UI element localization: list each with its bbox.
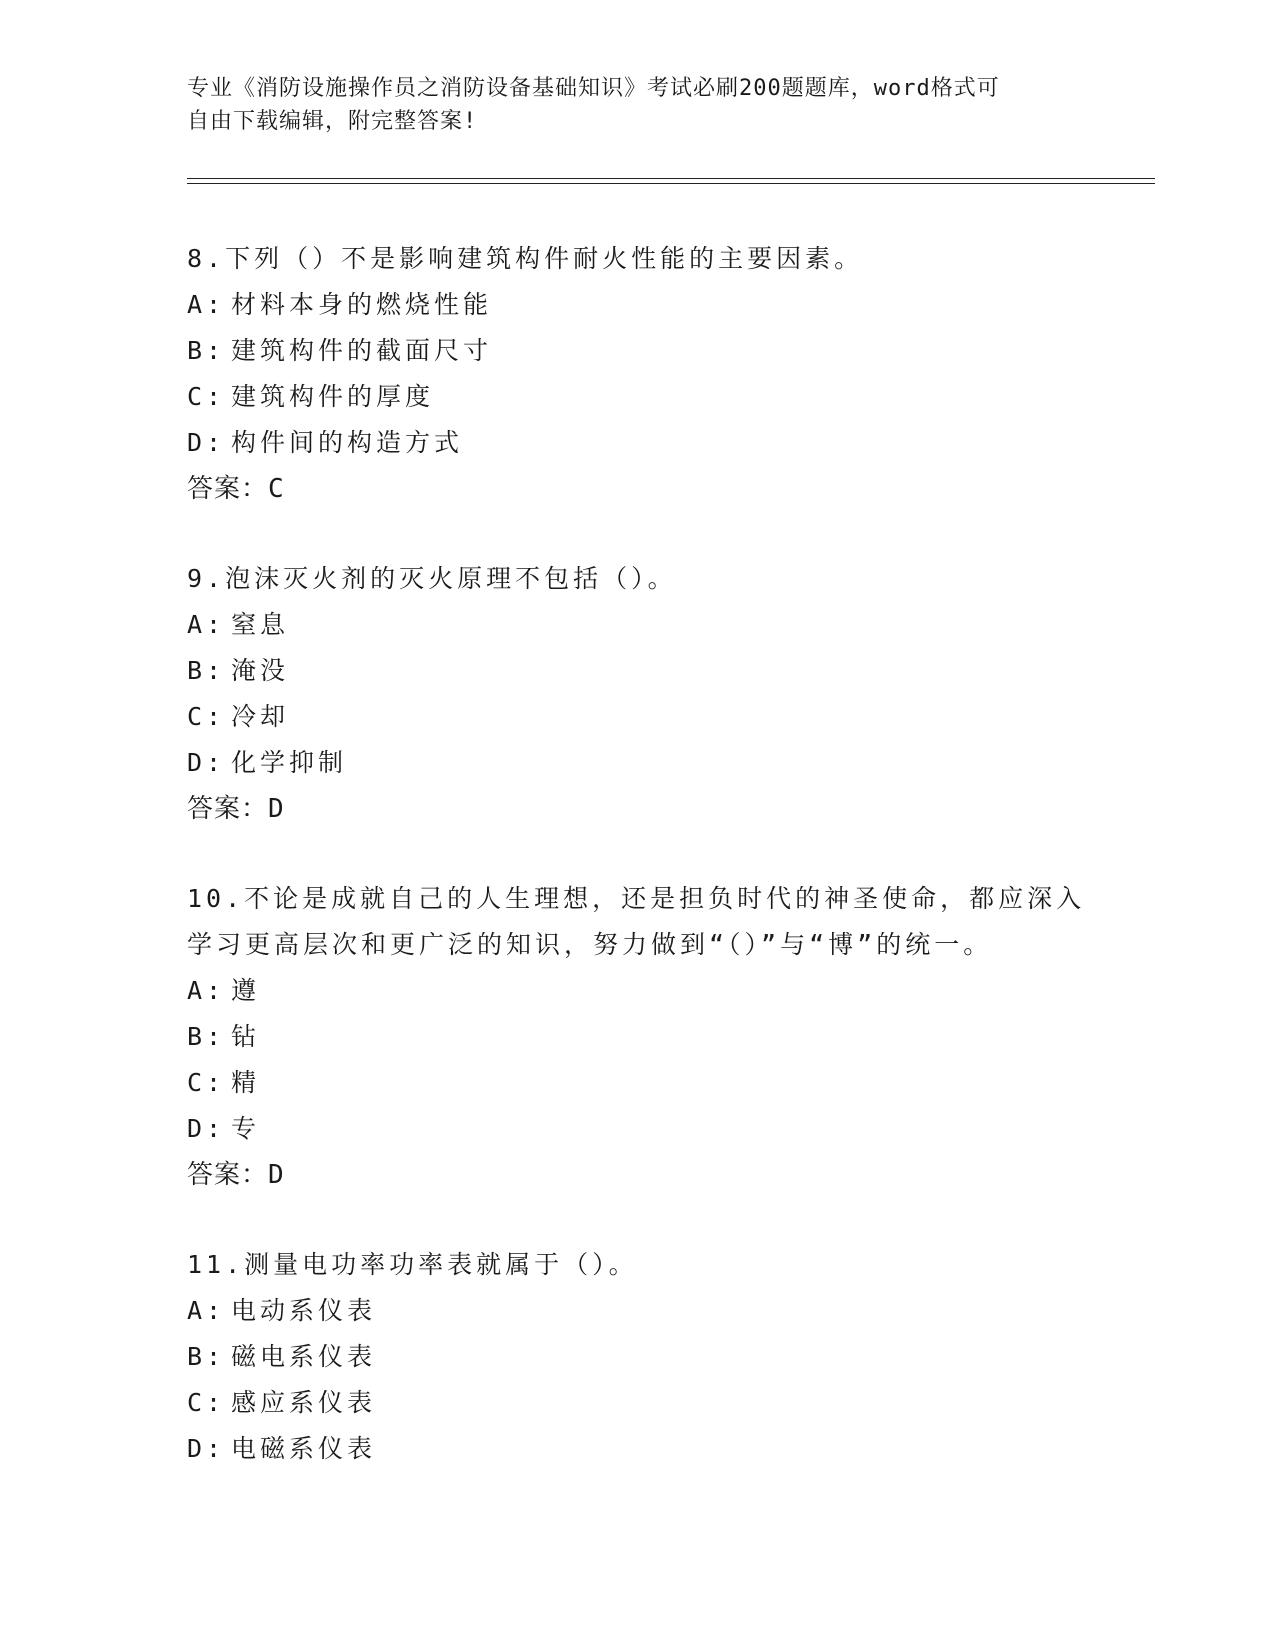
option-text: 材料本身的燃烧性能 (231, 290, 493, 319)
option-key: D: (187, 428, 226, 457)
question-stem: 11.测量电功率功率表就属于（）。 (187, 1250, 638, 1279)
option-text: 淹没 (231, 656, 290, 685)
option-key: C: (187, 382, 226, 411)
question-list (187, 236, 1087, 1472)
question-stem: 10.不论是成就自己的人生理想，还是担负时代的神圣使命，都应深入学习更高层次和更广泛的知识，努力做到“（）”与“博”的统一。 (187, 884, 1086, 959)
option-key: B: (187, 336, 226, 365)
option-key: A: (187, 1296, 226, 1325)
header-line-2: 自由下载编辑，附完整答案! (187, 109, 478, 134)
option-key: C: (187, 1068, 226, 1097)
question-10 (187, 876, 1087, 1198)
option-key: C: (187, 702, 226, 731)
option-key: B: (187, 656, 226, 685)
question-11 (187, 1242, 1087, 1472)
answer-label: 答案：D (187, 794, 285, 824)
option-a (187, 1288, 1087, 1334)
option-d (187, 740, 1087, 786)
option-text: 感应系仪表 (231, 1388, 377, 1417)
option-b (187, 648, 1087, 694)
header-divider-top (187, 178, 1155, 179)
header-line-1: 专业《消防设施操作员之消防设备基础知识》考试必刷200题题库，word格式可 (187, 76, 1000, 101)
option-c (187, 694, 1087, 740)
option-text: 冷却 (231, 702, 290, 731)
option-b (187, 1334, 1087, 1380)
option-key: B: (187, 1342, 226, 1371)
option-key: A: (187, 976, 226, 1005)
option-text: 钻 (231, 1022, 261, 1051)
option-text: 专 (231, 1114, 261, 1143)
option-c (187, 1380, 1087, 1426)
answer-label: 答案：C (187, 474, 285, 504)
option-key: A: (187, 290, 226, 319)
option-text: 磁电系仪表 (231, 1342, 377, 1371)
question-stem: 8.下列（）不是影响建筑构件耐火性能的主要因素。 (187, 244, 864, 273)
option-d (187, 420, 1087, 466)
option-key: A: (187, 610, 226, 639)
option-text: 遵 (231, 976, 261, 1005)
question-8 (187, 236, 1087, 512)
option-text: 建筑构件的厚度 (231, 382, 435, 411)
header-divider-bottom (187, 183, 1155, 184)
question-9 (187, 556, 1087, 832)
option-text: 精 (231, 1068, 261, 1097)
option-key: B: (187, 1022, 226, 1051)
option-a (187, 282, 1087, 328)
option-b (187, 328, 1087, 374)
option-key: D: (187, 1434, 226, 1463)
option-a (187, 968, 1087, 1014)
option-key: C: (187, 1388, 226, 1417)
option-text: 电动系仪表 (231, 1296, 377, 1325)
question-stem: 9.泡沫灭火剂的灭火原理不包括（）。 (187, 564, 677, 593)
answer-label: 答案：D (187, 1160, 285, 1190)
option-text: 窒息 (231, 610, 290, 639)
option-text: 建筑构件的截面尺寸 (231, 336, 493, 365)
option-b (187, 1014, 1087, 1060)
option-text: 电磁系仪表 (231, 1434, 377, 1463)
option-a (187, 602, 1087, 648)
option-text: 化学抑制 (231, 748, 348, 777)
option-key: D: (187, 1114, 226, 1143)
document-header (187, 72, 1067, 138)
option-d (187, 1106, 1087, 1152)
option-d (187, 1426, 1087, 1472)
option-text: 构件间的构造方式 (231, 428, 464, 457)
option-c (187, 1060, 1087, 1106)
option-c (187, 374, 1087, 420)
option-key: D: (187, 748, 226, 777)
